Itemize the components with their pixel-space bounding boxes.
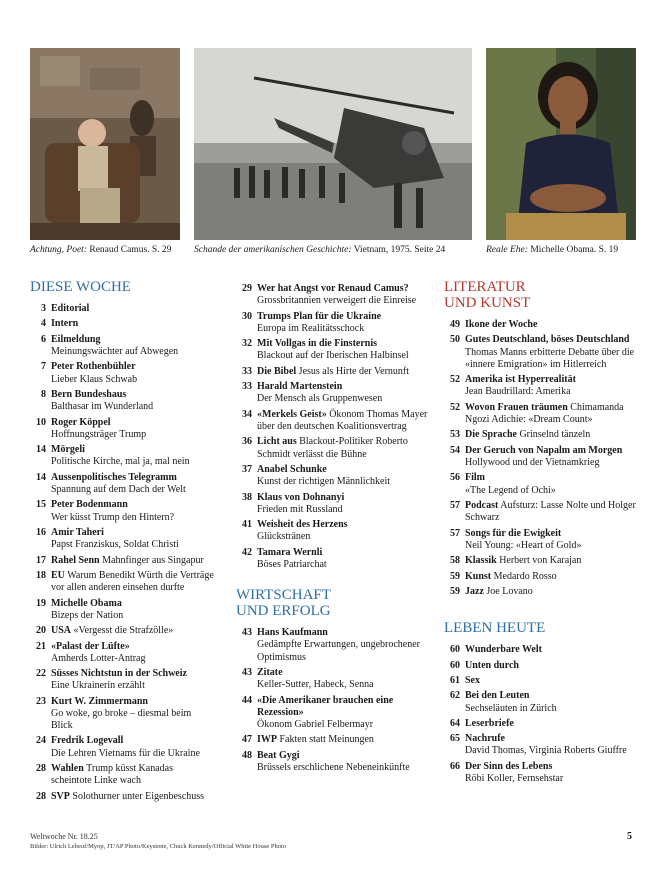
- toc-entry: [444, 374, 636, 398]
- entry-text: [257, 464, 432, 488]
- entry-subtitle: Politische Kirche, mal ja, mal nein: [51, 456, 190, 468]
- toc-entry: [444, 733, 636, 757]
- entry-teaser: Herbert von Karajan: [496, 555, 582, 567]
- entry-subtitle: Böses Patriarchat: [257, 558, 327, 570]
- entry-teaser: Mahnfinger aus Singapur: [99, 554, 204, 566]
- page-ref: 60: [450, 644, 460, 656]
- toc-entry: [30, 555, 215, 567]
- toc-entry: [30, 527, 215, 551]
- entry-text: [257, 695, 432, 732]
- toc-entry: [236, 436, 432, 460]
- page-ref: 17: [36, 554, 46, 566]
- photo-vietnam-helicopter: [194, 48, 472, 240]
- entry-title: Eilmeldung: [51, 333, 101, 345]
- entry-subtitle: Eine Ukrainerin erzählt: [51, 680, 145, 692]
- photo-renaud-camus: [30, 48, 180, 240]
- toc-entry: [30, 472, 215, 496]
- toc-entry: [444, 429, 636, 441]
- toc-entry: [30, 598, 215, 622]
- entry-title: Peter Bodenmann: [51, 499, 128, 511]
- entry-title: Weisheit des Herzens: [257, 519, 348, 531]
- toc-entry: [444, 571, 636, 583]
- toc-entry: [30, 499, 215, 523]
- toc-entry: [444, 761, 636, 785]
- entry-text: [51, 696, 215, 733]
- entry-title: Kunst: [465, 570, 492, 582]
- entry-text: [51, 763, 215, 787]
- entry-subtitle: Kunst der richtigen Männlichkeit: [257, 476, 391, 488]
- page-ref: 37: [242, 463, 252, 475]
- page-ref: 54: [450, 444, 460, 456]
- entry-teaser: Jesus als Hirte der Vernunft: [296, 365, 410, 377]
- page-ref: 53: [450, 429, 460, 441]
- entry-title: Rahel Senn: [51, 554, 100, 566]
- toc-entry: [236, 547, 432, 571]
- photo-michelle-obama: [486, 48, 636, 240]
- toc-entry: [30, 303, 215, 315]
- entry-text: [257, 627, 432, 664]
- entry-text: [257, 338, 432, 362]
- caption-michelle-obama: Reale Ehe: Michelle Obama. S. 19: [486, 245, 619, 255]
- entry-title: Klassik: [465, 555, 497, 567]
- entry-text: [257, 311, 432, 335]
- page-ref: 10: [36, 416, 46, 428]
- entry-text: [257, 409, 432, 433]
- entry-subtitle: Balthasar im Wunderland: [51, 401, 154, 413]
- page-ref: 59: [450, 570, 460, 582]
- entry-title: Harald Martenstein: [257, 381, 343, 393]
- toc-entry: [30, 668, 215, 692]
- caption-renaud-camus: Achtung, Poet: Renaud Camus. S. 29: [30, 245, 172, 255]
- entry-text: [465, 660, 636, 672]
- entry-text: [465, 374, 636, 398]
- entry-text: [51, 527, 215, 551]
- entry-text: [51, 417, 215, 441]
- entry-title: IWP: [257, 734, 277, 746]
- section-title-wirtschaft: WIRTSCHAFT UND ERFOLG: [236, 587, 331, 620]
- toc-entry: [444, 402, 636, 426]
- entry-teaser: Joe Lovano: [483, 585, 533, 597]
- entry-title: Die Sprache: [465, 429, 517, 441]
- page-ref: 66: [450, 760, 460, 772]
- entry-text: [465, 586, 636, 598]
- entry-teaser: Medardo Rosso: [491, 570, 557, 582]
- page-ref: 57: [450, 527, 460, 539]
- entry-subtitle: Hollywood und der Vietnamkrieg: [465, 456, 600, 468]
- entry-subtitle: Amherds Lotter-Antrag: [51, 652, 146, 664]
- entry-title: Beat Gygi: [257, 749, 300, 761]
- column-diese-woche: [30, 279, 215, 806]
- page-ref: 43: [242, 627, 252, 639]
- entry-title: Film: [465, 472, 485, 484]
- toc-entry: [236, 311, 432, 335]
- entry-title: USA: [51, 625, 72, 637]
- entry-subtitle: Lieber Klaus Schwab: [51, 373, 138, 385]
- entry-text: [257, 381, 432, 405]
- entry-text: [51, 555, 215, 567]
- entry-teaser: «Vergesst die Strafzölle»: [71, 625, 174, 637]
- entry-subtitle: David Thomas, Virginia Roberts Giuffre: [465, 745, 627, 757]
- entry-title: Nachrufe: [465, 733, 505, 745]
- entry-subtitle: Blackout auf der Iberischen Halbinsel: [257, 350, 409, 362]
- entry-text: [51, 570, 215, 594]
- toc-entry: [444, 718, 636, 730]
- entry-subtitle: Jean Baudrillard: Amerika: [465, 386, 571, 398]
- page-ref: 65: [450, 733, 460, 745]
- entry-teaser: Blackout-Politiker Roberto Schmidt verlässt die Bühne: [257, 436, 408, 460]
- entry-title: Wovon Frauen träumen: [465, 401, 568, 413]
- entry-teaser: Solothurner unter Eigenbeschuss: [69, 790, 205, 802]
- page-ref: 21: [36, 640, 46, 652]
- entry-title: Intern: [51, 318, 79, 330]
- entry-text: [465, 500, 636, 524]
- toc-entry: [236, 750, 432, 774]
- entry-title: Sex: [465, 674, 480, 686]
- entry-text: [465, 402, 636, 426]
- page-ref: 8: [41, 388, 46, 400]
- entry-text: [465, 675, 636, 687]
- entry-subtitle: Sechseläuten in Zürich: [465, 702, 557, 714]
- entry-text: [51, 303, 215, 315]
- toc-entry: [444, 500, 636, 524]
- entry-text: [51, 361, 215, 385]
- entry-text: [257, 436, 432, 460]
- entry-teaser: Chimamanda Ngozi Adichie: «Dream Count»: [465, 401, 624, 425]
- page-ref: 28: [36, 763, 46, 775]
- page-ref: 50: [450, 334, 460, 346]
- toc-entry: [30, 763, 215, 787]
- entry-title: Jazz: [465, 585, 484, 597]
- entry-teaser: Ökonom Thomas Mayer über den deutschen Koalitionsvertrag: [257, 408, 428, 432]
- toc-entry: [236, 627, 432, 664]
- page-ref: 3: [41, 303, 46, 314]
- entry-teaser: Warum Benedikt Würth die Verträge vor allen anderen einsehen durfte: [51, 569, 214, 594]
- entry-subtitle: Wer küsst Trump den Hintern?: [51, 511, 175, 523]
- entry-subtitle: Röbi Koller, Fernsehstar: [465, 773, 564, 785]
- toc-entry: [444, 586, 636, 598]
- page-ref: 48: [242, 749, 252, 761]
- entry-subtitle: Brüssels erschlichene Nebeneinkünfte: [257, 761, 410, 773]
- page-ref: 62: [450, 690, 460, 702]
- entry-text: [465, 429, 636, 441]
- entry-text: [465, 761, 636, 785]
- toc-entry: [444, 690, 636, 714]
- entry-text: [257, 283, 432, 307]
- toc-list: [236, 627, 432, 774]
- toc-entry: [30, 696, 215, 733]
- entry-text: [51, 389, 215, 413]
- page-ref: 34: [242, 408, 252, 420]
- toc-entry: [30, 570, 215, 594]
- page-ref: 24: [36, 735, 46, 747]
- entry-title: Süsses Nichtstun in der Schweiz: [51, 668, 187, 680]
- page-ref: 52: [450, 401, 460, 413]
- entry-subtitle: Gedämpfte Erwartungen, ungebrochener Optimismus: [257, 639, 420, 663]
- entry-text: [51, 641, 215, 665]
- entry-subtitle: Grossbritannien verweigert die Einreise: [257, 295, 417, 307]
- entry-title: Unten durch: [465, 659, 519, 671]
- entry-text: [257, 547, 432, 571]
- page-ref: 36: [242, 436, 252, 448]
- entry-teaser: Grinselnd tänzeln: [516, 429, 591, 441]
- page-ref: 16: [36, 526, 46, 538]
- entry-title: Michelle Obama: [51, 597, 122, 609]
- toc-list: [236, 283, 432, 571]
- toc-entry: [444, 472, 636, 496]
- toc-entry: [444, 644, 636, 656]
- toc-entry: [444, 555, 636, 567]
- entry-text: [465, 690, 636, 714]
- entry-title: EU: [51, 569, 65, 581]
- entry-subtitle: Neil Young: «Heart of Gold»: [465, 539, 582, 551]
- entry-text: [51, 625, 215, 637]
- entry-subtitle: Thomas Manns erbitterte Debatte über die «innere Emigration» im Hitlerreich: [465, 346, 635, 370]
- entry-subtitle: Go woke, go broke – diesmal beim Blick: [51, 707, 192, 732]
- page-ref: 14: [36, 444, 46, 456]
- page-ref: 30: [242, 310, 252, 322]
- toc-list: [444, 644, 636, 785]
- page-ref: 22: [36, 668, 46, 680]
- entry-title: Klaus von Dohnanyi: [257, 491, 345, 503]
- page-ref: 33: [242, 365, 252, 377]
- entry-title: «Die Amerikaner brauchen eine Rezession»: [257, 694, 394, 718]
- entry-teaser: Aufsturz: Lasse Nolte und Holger Schwarz: [465, 499, 636, 524]
- caption-vietnam: Schande der amerikanischen Geschichte: Vietnam, 1975. Seite 24: [194, 245, 446, 255]
- toc-entry: [236, 464, 432, 488]
- entry-text: [465, 571, 636, 583]
- entry-title: SVP: [51, 790, 70, 802]
- entry-text: [51, 472, 215, 496]
- entry-title: Bern Bundeshaus: [51, 388, 127, 400]
- entry-teaser: Trump küsst Kanadas scheintote Linke wach: [51, 763, 173, 787]
- entry-subtitle: Glückstränen: [257, 531, 311, 543]
- column-right: [444, 279, 636, 788]
- entry-title: Hans Kaufmann: [257, 627, 328, 639]
- toc-entry: [236, 492, 432, 516]
- entry-title: Wunderbare Welt: [465, 644, 542, 656]
- entry-text: [465, 733, 636, 757]
- page-ref: 23: [36, 695, 46, 707]
- entry-subtitle: Hoffnungsträger Trump: [51, 428, 147, 440]
- page-ref: 58: [450, 555, 460, 567]
- entry-title: Amir Taheri: [51, 526, 104, 538]
- page-ref: 33: [242, 381, 252, 393]
- page-ref: 60: [450, 659, 460, 671]
- entry-subtitle: Der Mensch als Gruppenwesen: [257, 393, 383, 405]
- entry-title: Songs für die Ewigkeit: [465, 527, 562, 539]
- toc-entry: [444, 528, 636, 552]
- entry-text: [51, 668, 215, 692]
- section-title-literatur: LITERATUR UND KUNST: [444, 279, 531, 311]
- entry-title: Licht aus: [257, 436, 297, 448]
- page-ref: 61: [450, 674, 460, 686]
- entry-title: Wer hat Angst vor Renaud Camus?: [257, 283, 409, 294]
- page-ref: 42: [242, 546, 252, 558]
- entry-title: Mörgeli: [51, 444, 85, 456]
- page-ref: 28: [36, 790, 46, 802]
- page-ref: 57: [450, 499, 460, 511]
- page-ref: 14: [36, 471, 46, 483]
- entry-subtitle: Bizeps der Nation: [51, 609, 124, 621]
- toc-entry: [236, 734, 432, 746]
- entry-title: Tamara Wernli: [257, 546, 323, 558]
- entry-title: Bei den Leuten: [465, 690, 530, 702]
- entry-title: Ikone der Woche: [465, 319, 538, 330]
- entry-title: Amerika ist Hyperrealität: [465, 374, 576, 386]
- entry-text: [465, 718, 636, 730]
- entry-title: Kurt W. Zimmermann: [51, 695, 148, 707]
- page-number: 5: [627, 831, 632, 842]
- entry-subtitle: Ökonom Gabriel Felbermayr: [257, 718, 374, 730]
- toc-entry: [236, 695, 432, 732]
- page-ref: 29: [242, 283, 252, 294]
- toc-entry: [444, 334, 636, 371]
- entry-title: Leserbriefe: [465, 717, 514, 729]
- page-ref: 56: [450, 472, 460, 484]
- page-ref: 7: [41, 361, 46, 373]
- entry-title: Gutes Deutschland, böses Deutschland: [465, 334, 630, 346]
- page-ref: 15: [36, 499, 46, 511]
- entry-title: Peter Rothenbühler: [51, 361, 136, 373]
- toc-entry: [444, 445, 636, 469]
- entry-text: [51, 444, 215, 468]
- entry-title: Trumps Plan für die Ukraine: [257, 310, 382, 322]
- toc-entry: [30, 641, 215, 665]
- page-ref: 38: [242, 491, 252, 503]
- entry-title: Editorial: [51, 303, 90, 314]
- entry-subtitle: Die Lehren Vietnams für die Ukraine: [51, 747, 200, 759]
- toc-entry: [30, 417, 215, 441]
- entry-text: [465, 528, 636, 552]
- toc-entry: [30, 791, 215, 803]
- entry-title: Der Geruch von Napalm am Morgen: [465, 444, 623, 456]
- entry-text: [51, 598, 215, 622]
- entry-text: [51, 499, 215, 523]
- page-ref: 4: [41, 318, 46, 330]
- entry-title: «Merkels Geist»: [257, 408, 327, 420]
- entry-title: Zitate: [257, 666, 283, 678]
- entry-text: [257, 667, 432, 691]
- entry-title: Mit Vollgas in die Finsternis: [257, 338, 378, 350]
- column-middle: [236, 283, 432, 777]
- entry-text: [257, 750, 432, 774]
- entry-text: [51, 791, 215, 803]
- entry-subtitle: Papst Franziskus, Soldat Christi: [51, 539, 179, 551]
- toc-entry: [30, 625, 215, 637]
- entry-subtitle: Spannung auf dem Dach der Welt: [51, 483, 186, 495]
- toc-entry: [236, 381, 432, 405]
- toc-entry: [236, 366, 432, 378]
- page-ref: 64: [450, 717, 460, 729]
- entry-title: Anabel Schunke: [257, 463, 327, 475]
- toc-entry: [30, 735, 215, 759]
- page-ref: 6: [41, 333, 46, 345]
- entry-title: Aussenpolitisches Telegramm: [51, 471, 177, 483]
- footer: [30, 832, 286, 852]
- page-ref: 44: [242, 694, 252, 706]
- toc-entry: [236, 409, 432, 433]
- issue-number: Weltwoche Nr. 18.25: [30, 832, 98, 841]
- page-ref: 19: [36, 597, 46, 609]
- entry-teaser: Fakten statt Meinungen: [277, 734, 374, 746]
- entry-text: [465, 644, 636, 656]
- page-ref: 43: [242, 666, 252, 678]
- entry-text: [465, 334, 636, 371]
- toc-entry: [236, 338, 432, 362]
- toc-list: [30, 303, 215, 803]
- toc-entry: [30, 334, 215, 358]
- entry-text: [465, 472, 636, 496]
- section-title-diese-woche: DIESE WOCHE: [30, 279, 131, 295]
- entry-text: [51, 334, 215, 358]
- page-ref: 32: [242, 338, 252, 350]
- toc-entry: [444, 319, 636, 331]
- toc-entry: [236, 667, 432, 691]
- entry-text: [257, 734, 432, 746]
- page-ref: 41: [242, 519, 252, 531]
- toc-entry: [30, 318, 215, 330]
- toc-entry: [236, 283, 432, 307]
- page-ref: 52: [450, 374, 460, 386]
- entry-title: Fredrik Logevall: [51, 735, 124, 747]
- entry-text: [465, 445, 636, 469]
- toc-list: [444, 319, 636, 598]
- page-ref: 47: [242, 734, 252, 746]
- entry-subtitle: «The Legend of Ochi»: [465, 484, 556, 496]
- photo-credits: Bilder: Ulrich Lebeuf/Myop, JT/AP Photo/Keystone, Chuck Kennedy/Official White House Photo: [30, 843, 287, 850]
- section-title-leben-heute: LEBEN HEUTE: [444, 620, 546, 637]
- entry-subtitle: Keller-Sutter, Habeck, Senna: [257, 679, 374, 691]
- entry-text: [257, 492, 432, 516]
- page-ref: 59: [450, 585, 460, 597]
- entry-title: Die Bibel: [257, 365, 297, 377]
- entry-title: Wahlen: [51, 763, 84, 775]
- page-ref: 20: [36, 625, 46, 637]
- entry-subtitle: Meinungswächter auf Abwegen: [51, 345, 179, 357]
- toc-entry: [30, 389, 215, 413]
- toc-entry: [30, 444, 215, 468]
- entry-subtitle: Europa im Realitätsschock: [257, 322, 365, 334]
- page-ref: 18: [36, 569, 46, 581]
- entry-title: Der Sinn des Lebens: [465, 760, 553, 772]
- page-ref: 49: [450, 319, 460, 330]
- toc-entry: [30, 361, 215, 385]
- toc-entry: [444, 675, 636, 687]
- entry-text: [465, 319, 636, 331]
- entry-text: [51, 318, 215, 330]
- entry-title: Podcast: [465, 499, 499, 511]
- entry-title: «Palast der Lüfte»: [51, 640, 130, 652]
- entry-title: Roger Köppel: [51, 416, 111, 428]
- entry-text: [465, 555, 636, 567]
- toc-entry: [236, 519, 432, 543]
- entry-text: [51, 735, 215, 759]
- entry-text: [257, 366, 432, 378]
- entry-subtitle: Frieden mit Russland: [257, 503, 343, 515]
- entry-text: [257, 519, 432, 543]
- toc-entry: [444, 660, 636, 672]
